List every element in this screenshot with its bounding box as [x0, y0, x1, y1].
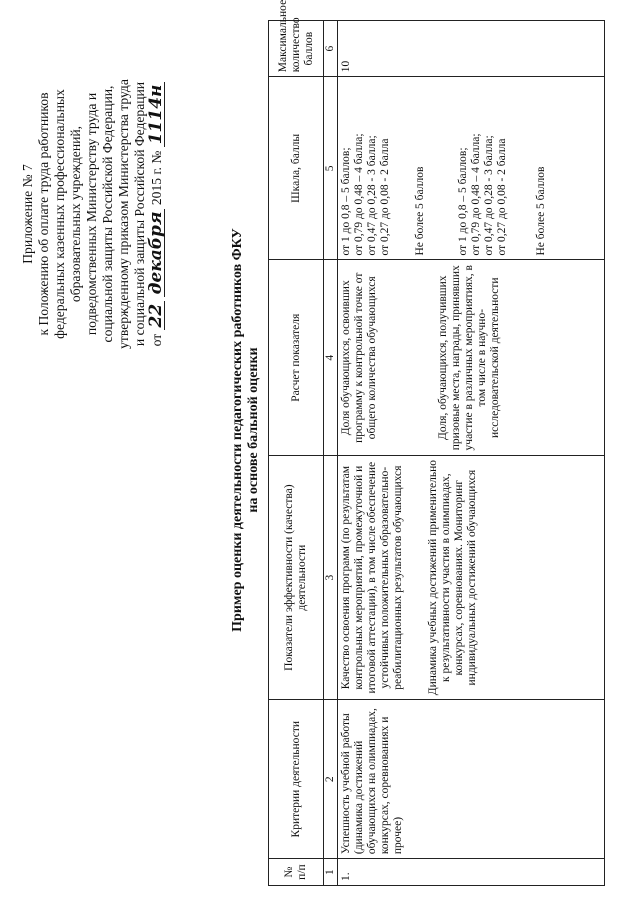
handwritten-order-number: 1114н [148, 82, 165, 148]
approval-line: образовательных учреждений, [68, 125, 83, 303]
handwritten-day: 22 [148, 301, 165, 331]
calculation-2: Доля, обучающихся, получивших призовые места, награды, принявших участие в различных мероприятиях, в том числе в научно-исследовательской деятельности [437, 265, 501, 451]
scale-2-line: от 0,47 до 0,28 - 3 балла; [483, 135, 495, 256]
column-number: 3 [324, 455, 338, 699]
header-criteria: Критерии деятельности [269, 700, 324, 859]
column-number: 1 [324, 859, 338, 886]
approval-line: к Положению об оплате труда работников [36, 92, 51, 336]
approval-line: Приложение № 7 [20, 164, 35, 264]
scale-1-max: Не более 5 баллов [414, 166, 426, 256]
scale-1-line: от 0,79 до 0,48 – 4 балла; [353, 133, 365, 256]
scale-2-line: от 0,79 до 0,48 – 4 балла; [470, 133, 482, 256]
row-scale [338, 77, 605, 260]
column-number: 2 [324, 700, 338, 859]
title-line-1: Пример оценки деятельности педагогических работников ФКУ [230, 228, 245, 632]
document-title [230, 150, 262, 710]
approval-line: подведомственных Министерству труда и [84, 92, 99, 336]
header-number: № п/п [269, 859, 324, 886]
evaluation-table [268, 0, 605, 886]
row-indicators [338, 455, 605, 699]
approval-line: федеральных казенных профессиональных [52, 89, 67, 339]
header-max-points: Максимальное количество баллов [269, 21, 324, 77]
approval-line: и социальной защиты Российской Федерации [132, 81, 147, 347]
header-indicators: Показатели эффективности (качества) деятельности [269, 455, 324, 699]
table-header-row [269, 21, 324, 886]
row-calculation [338, 260, 605, 455]
scale-2-line: от 1 до 0,8 – 5 баллов; [457, 147, 469, 256]
column-number: 6 [324, 21, 338, 77]
header-scale: Шкала, баллы [269, 77, 324, 260]
column-number: 4 [324, 260, 338, 455]
table-column-numbers-row [324, 21, 338, 886]
approval-line: утвержденному приказом Министерства труда [116, 79, 131, 349]
date-year: 2015 г. № [149, 150, 164, 206]
date-prefix: от [149, 333, 164, 347]
approval-date-line [148, 10, 165, 418]
scale-2-max: Не более 5 баллов [535, 166, 547, 256]
rotated-content [10, 0, 610, 890]
table-row [338, 21, 605, 886]
title-line-2: на основе бальной оценки [246, 347, 261, 513]
row-number: 1. [338, 859, 605, 886]
calculation-1: Доля обучающихся, освоивших программу к контрольной точке от общего количества обучающихся [340, 272, 378, 443]
indicator-1: Качество освоения программ (по результатам контрольных мероприятий, промежуточной и итоговой аттестации), в том числе обеспечение устойчивых положительных образовательно-реабилитационных результатов обучающихся [340, 461, 404, 694]
scale-1-line: от 1 до 0,8 – 5 баллов; [340, 147, 352, 256]
approval-line: социальной защиты Российской Федерации, [100, 85, 115, 343]
handwritten-month: декабря [148, 209, 165, 298]
row-max-points: 10 [338, 21, 605, 77]
indicator-2: Динамика учебных достижений применительно к результативности участия в олимпиадах, конкурсах, соревнованиях. Мониторинг индивидуальных достижений обучающихся [427, 460, 478, 696]
header-calculation: Расчет показателя [269, 260, 324, 455]
scale-1-line: от 0,47 до 0,28 - 3 балла; [366, 135, 378, 256]
scale-1-line: от 0,27 до 0,08 - 2 балла [379, 138, 391, 256]
approval-block [20, 10, 165, 418]
row-criteria: Успешность учебной работы (динамика достижений обучающихся на олимпиадах, конкурсах, соревнованиях и прочее) [338, 700, 605, 859]
column-number: 5 [324, 77, 338, 260]
scale-2-line: от 0,27 до 0,08 - 2 балла [496, 138, 508, 256]
